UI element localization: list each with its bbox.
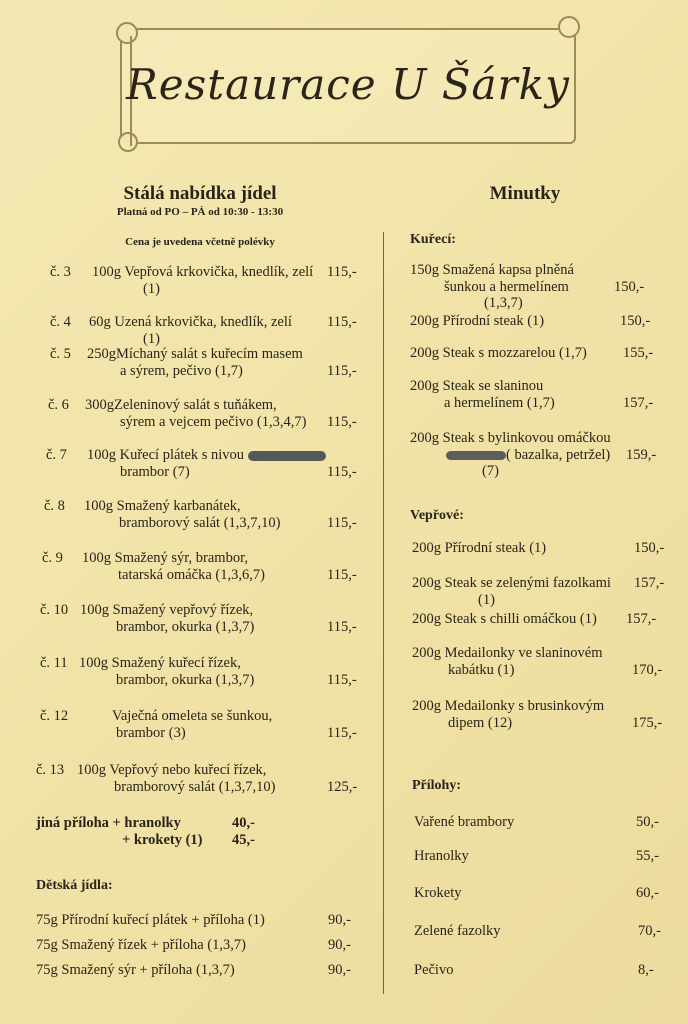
item-desc: 100g Vepřová krkovička, knedlík, zelí (92, 264, 314, 280)
item-desc (87, 447, 326, 464)
item-desc-2: brambor (7) (120, 464, 190, 480)
item-desc-2: (1) (478, 592, 495, 608)
item-desc: Vaječná omeleta se šunkou, (112, 708, 273, 724)
item-price: 170,- (632, 662, 663, 678)
item-price: 115,- (327, 725, 357, 741)
item-desc: 60g Uzená krkovička, knedlík, zelí (89, 314, 292, 330)
kids-price: 90,- (328, 962, 351, 978)
item-price: 125,- (327, 779, 358, 795)
item-price: 115,- (327, 264, 357, 280)
item-price: 115,- (327, 363, 357, 379)
item-desc: 150g Smažená kapsa plněná (410, 262, 574, 278)
item-desc: 200g Medailonky s brusinkovým (412, 698, 605, 714)
item-price: 157,- (623, 395, 654, 411)
left-heading: Stálá nabídka jídel (123, 183, 277, 204)
kids-price: 90,- (328, 912, 351, 928)
item-desc-2: šunkou a hermelínem (444, 279, 569, 295)
item-desc: 100g Smažený sýr, brambor, (82, 550, 248, 566)
item-desc-2: bramborový salát (1,3,7,10) (119, 515, 281, 531)
item-desc-2: sýrem a vejcem pečivo (1,3,4,7) (120, 414, 307, 430)
item-desc: 200g Steak se slaninou (410, 378, 544, 394)
item-price: 157,- (626, 611, 657, 627)
side-desc: Hranolky (414, 848, 469, 864)
item-desc: 250gMíchaný salát s kuřecím masem (87, 346, 303, 362)
item-desc: 200g Steak s bylinkovou omáčkou (410, 430, 611, 446)
side-option-price-2: 45,- (232, 832, 255, 848)
item-number: č. 8 (44, 498, 65, 514)
item-number: č. 3 (50, 264, 71, 280)
item-price: 115,- (327, 464, 357, 480)
side-price: 50,- (636, 814, 659, 830)
scroll-curl (558, 16, 580, 38)
item-desc: 100g Vepřový nebo kuřecí řízek, (77, 762, 267, 778)
item-desc-2: (1) (143, 331, 160, 347)
side-price: 70,- (638, 923, 661, 939)
item-number: č. 12 (40, 708, 69, 724)
restaurant-title: Restaurace U Šárky (126, 60, 570, 109)
right-heading: Minutky (489, 183, 561, 204)
item-number: č. 7 (46, 447, 67, 463)
item-desc: 100g Smažený karbanátek, (84, 498, 241, 514)
item-number: č. 4 (50, 314, 71, 330)
side-desc: Zelené fazolky (414, 923, 501, 939)
item-desc: 200g Steak s chilli omáčkou (1) (412, 611, 597, 627)
item-desc: 200g Přírodní steak (1) (412, 540, 547, 556)
item-desc-2: (1) (143, 281, 160, 297)
column-divider (383, 232, 384, 994)
sides-heading: Přílohy: (412, 778, 461, 793)
side-option-label: jiná příloha + hranolky (36, 815, 181, 831)
item-price: 115,- (327, 314, 357, 330)
item-number: č. 10 (40, 602, 69, 618)
price-note: Cena je uvedena včetně polévky (125, 236, 275, 248)
scroll-curl (116, 22, 138, 44)
scroll-curl (118, 132, 138, 152)
item-desc-3: (7) (482, 463, 499, 479)
item-number: č. 6 (48, 397, 69, 413)
opening-hours: Platná od PO – PÁ od 10:30 - 13:30 (116, 206, 284, 218)
side-price: 55,- (636, 848, 659, 864)
item-price: 150,- (634, 540, 665, 556)
item-desc-2: a sýrem, pečivo (1,7) (120, 363, 243, 379)
side-option-label-2: + krokety (1) (122, 832, 203, 848)
item-price: 115,- (327, 567, 357, 583)
item-desc-text: 100g Kuřecí plátek s nivou (87, 447, 245, 463)
redaction-scribble (446, 451, 506, 460)
item-price: 150,- (620, 313, 651, 329)
item-number: č. 13 (36, 762, 65, 778)
item-desc: 200g Přírodní steak (1) (410, 313, 545, 329)
item-price: 115,- (327, 414, 357, 430)
item-price: 150,- (614, 279, 645, 295)
title-banner (120, 28, 576, 144)
item-desc: 200g Medailonky ve slaninovém (412, 645, 603, 661)
item-price: 115,- (327, 672, 357, 688)
kids-desc: 75g Smažený řízek + příloha (1,3,7) (36, 937, 246, 953)
pork-heading: Vepřové: (410, 508, 464, 523)
kids-heading: Dětská jídla: (36, 878, 113, 893)
item-desc: 100g Smažený vepřový řízek, (80, 602, 254, 618)
item-number: č. 9 (42, 550, 63, 566)
item-desc-2: bramborový salát (1,3,7,10) (114, 779, 276, 795)
redaction-scribble (248, 451, 326, 461)
item-desc-2: dipem (12) (448, 715, 513, 731)
item-desc: 300gZeleninový salát s tuňákem, (85, 397, 277, 413)
item-price: 115,- (327, 515, 357, 531)
item-price: 175,- (632, 715, 663, 731)
item-desc-2: a hermelínem (1,7) (444, 395, 555, 411)
kids-desc: 75g Přírodní kuřecí plátek + příloha (1) (36, 912, 265, 928)
item-desc: 200g Steak s mozzarelou (1,7) (410, 345, 587, 361)
side-desc: Krokety (414, 885, 462, 901)
item-desc-3: (1,3,7) (484, 295, 523, 311)
item-desc-2: brambor, okurka (1,3,7) (116, 619, 255, 635)
item-desc-2: tatarská omáčka (1,3,6,7) (118, 567, 265, 583)
kids-price: 90,- (328, 937, 351, 953)
item-price: 115,- (327, 619, 357, 635)
side-option-price: 40,- (232, 815, 255, 831)
chicken-heading: Kuřecí: (410, 232, 456, 247)
item-number: č. 11 (40, 655, 68, 671)
item-desc-2-text: ( bazalka, petržel) (506, 447, 611, 463)
side-desc: Pečivo (414, 962, 454, 978)
item-desc-2: brambor, okurka (1,3,7) (116, 672, 255, 688)
item-number: č. 5 (50, 346, 71, 362)
item-desc-2 (446, 447, 610, 464)
item-price: 157,- (634, 575, 665, 591)
item-desc-2: brambor (3) (116, 725, 186, 741)
item-desc: 100g Smažený kuřecí řízek, (79, 655, 241, 671)
side-price: 60,- (636, 885, 659, 901)
item-desc: 200g Steak se zelenými fazolkami (412, 575, 611, 591)
item-desc-2: kabátku (1) (448, 662, 515, 678)
item-price: 155,- (623, 345, 654, 361)
side-price: 8,- (638, 962, 654, 978)
kids-desc: 75g Smažený sýr + příloha (1,3,7) (36, 962, 235, 978)
item-price: 159,- (626, 447, 657, 463)
side-desc: Vařené brambory (414, 814, 515, 830)
